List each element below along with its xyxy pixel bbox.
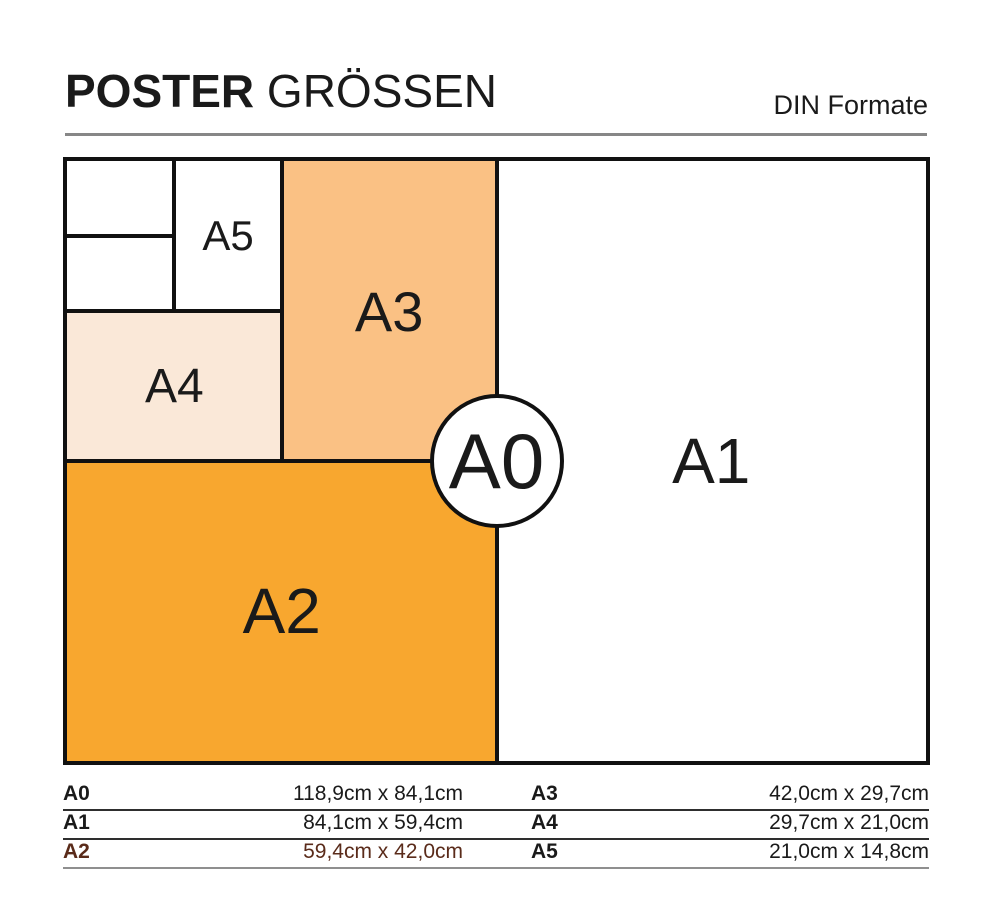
size-value: 84,1cm x 59,4cm [303,811,463,834]
header-divider-line [65,133,927,136]
page-subtitle: DIN Formate [773,90,928,120]
region-a7-cell [67,161,174,236]
size-value: 42,0cm x 29,7cm [769,782,929,805]
table-row [63,782,929,811]
divider-a6-horizontal [67,234,174,238]
size-value: 59,4cm x 42,0cm [303,840,463,863]
region-a6-cell [67,236,174,311]
region-a5-label: A5 [202,212,254,259]
region-a2-label: A2 [242,575,321,647]
region-a4 [67,311,282,461]
table-cell-a1 [63,811,463,838]
region-a5 [174,161,281,311]
table-cell-a2-highlighted [63,840,463,867]
size-label: A3 [531,782,558,805]
region-a3-label: A3 [354,279,424,343]
table-row [63,811,929,840]
size-label: A2 [63,840,90,863]
table-row [63,840,929,869]
region-a2 [67,461,497,761]
table-cell-a3 [531,782,929,809]
size-value: 118,9cm x 84,1cm [292,782,463,805]
page-title-bold: POSTER [65,65,255,117]
size-value: 29,7cm x 21,0cm [769,811,929,834]
table-cell-a0 [63,782,463,809]
din-format-diagram [63,157,930,765]
size-label: A5 [531,840,558,863]
size-label: A1 [63,811,90,834]
table-cell-a5 [531,840,929,867]
size-label: A4 [531,811,558,834]
region-a1-label: A1 [672,425,751,497]
size-label: A0 [63,782,90,805]
a0-badge-label: A0 [448,416,545,505]
region-a4-label: A4 [145,359,204,413]
page-title-light: GRÖSSEN [254,65,497,117]
size-table [63,782,929,869]
table-cell-a4 [531,811,929,838]
size-value: 21,0cm x 14,8cm [769,840,929,863]
page-title [65,65,497,117]
a0-badge-circle [430,394,564,528]
